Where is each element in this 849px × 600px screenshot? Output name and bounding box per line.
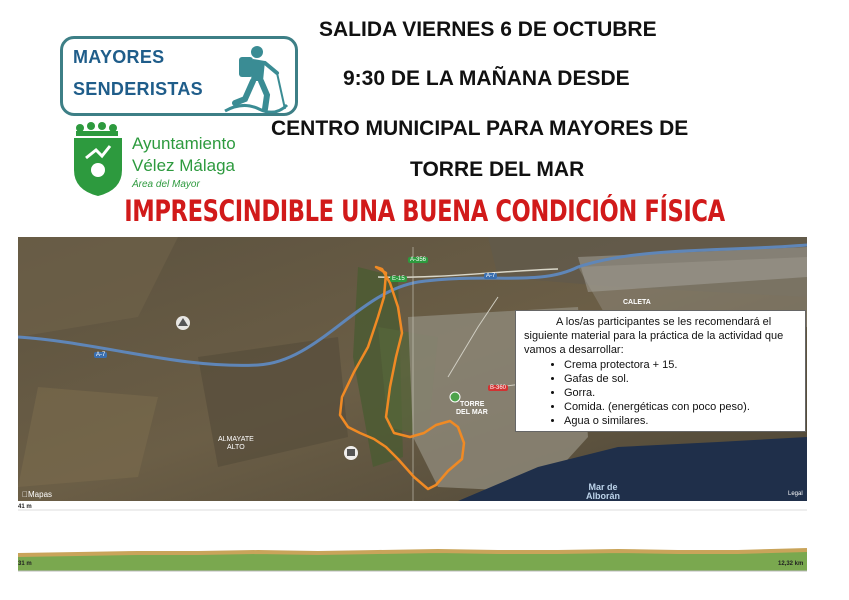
map-label-alto: ALTO <box>227 444 245 451</box>
elevation-profile <box>18 503 807 575</box>
municipal-shield-icon <box>72 122 124 196</box>
headline-place: CENTRO MUNICIPAL PARA MAYORES DE <box>271 117 689 140</box>
equipment-item: • Comida. (energéticas con poco peso). <box>564 400 799 414</box>
road-badge-e15: E-15 <box>392 276 405 282</box>
equipment-item: • Crema protectora + 15. <box>564 358 799 372</box>
distance-label: 12,32 km <box>778 561 804 567</box>
map-label-caleta: CALETA <box>623 299 651 306</box>
equipment-note <box>515 310 806 432</box>
route-map <box>18 237 807 501</box>
map-label-almayate: ALMAYATE <box>218 436 254 443</box>
logo-line-2: SENDERISTAS <box>73 79 203 99</box>
elevation-chart <box>18 503 807 575</box>
headline-time: 9:30 DE LA MAÑANA DESDE <box>343 67 630 90</box>
elevation-max-label: 41 m <box>18 504 32 510</box>
road-badge-a7-left: A-7 <box>96 352 106 358</box>
equipment-item: • Gorra. <box>564 386 799 400</box>
sea-label-line1: Mar de <box>588 482 618 492</box>
road-badge-a356: A-356 <box>410 257 427 263</box>
ayuntamiento-logo <box>72 122 262 198</box>
map-label-del-mar: DEL MAR <box>456 409 488 416</box>
equipment-item: • Gafas de sol. <box>564 372 799 386</box>
ayuntamiento-name-1: Ayuntamiento <box>132 134 236 153</box>
map-label-torre: TORRE <box>460 401 485 408</box>
equipment-item: • Agua o similares. <box>564 414 799 428</box>
apple-maps-text: Mapas <box>22 490 47 499</box>
equipment-list <box>524 358 799 428</box>
ayuntamiento-name-2: Vélez Málaga <box>132 156 236 175</box>
logo-line-1: MAYORES <box>73 47 165 67</box>
ayuntamiento-area: Área del Mayor <box>132 179 200 190</box>
apple-maps-label <box>22 490 52 499</box>
hiker-icon <box>223 43 289 113</box>
road-badge-a7-top: A-7 <box>486 273 496 279</box>
headline-date: SALIDA VIERNES 6 DE OCTUBRE <box>319 18 657 41</box>
note-intro: A los/as participantes se les recomendará el siguiente material para la práctica de la actividad que vamos a desarrollar: <box>524 316 784 356</box>
senderistas-logo <box>60 36 298 116</box>
warning-banner: IMPRESCINDIBLE UNA BUENA CONDICIÓN FÍSICA <box>124 194 725 228</box>
sea-label-line2: Alborán <box>585 491 620 501</box>
elevation-min-label: 31 m <box>18 561 32 567</box>
legal-link[interactable]: Legal <box>788 491 803 497</box>
sea-label <box>578 483 628 501</box>
road-badge-b360: B-360 <box>490 385 507 391</box>
headline-town: TORRE DEL MAR <box>410 158 585 181</box>
